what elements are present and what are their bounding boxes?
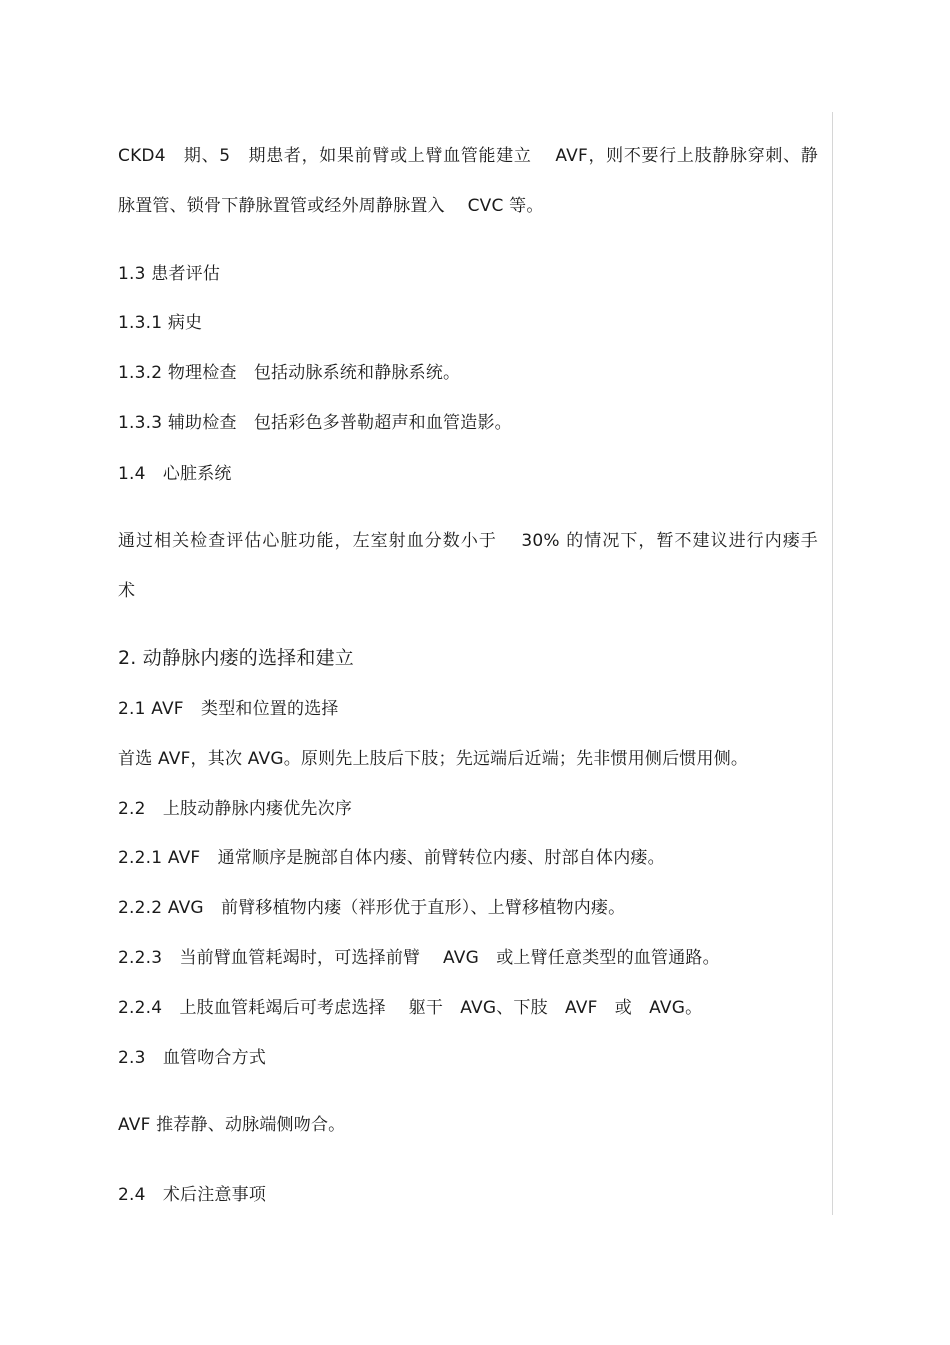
section-item-2-2-2: 2.2.2 AVG 前臂移植物内瘘（袢形优于直形）、上臂移植物内瘘。 xyxy=(118,898,626,918)
section-heading-1-3-1: 1.3.1 病史 xyxy=(118,313,203,333)
section-item-2-2-4: 2.2.4 上肢血管耗竭后可考虑选择 躯干 AVG、下肢 AVF 或 AVG。 xyxy=(118,998,703,1018)
section-heading-2-3: 2.3 血管吻合方式 xyxy=(118,1048,267,1068)
paragraph-ckd-line-2: 脉置管、锁骨下静脉置管或经外周静脉置入 CVC 等。 xyxy=(118,196,544,216)
section-item-2-2-1: 2.2.1 AVF 通常顺序是腕部自体内瘘、前臂转位内瘘、肘部自体内瘘。 xyxy=(118,848,665,868)
section-heading-2-4: 2.4 术后注意事项 xyxy=(118,1185,267,1205)
page-margin-rule xyxy=(832,112,833,1215)
section-item-2-2-3: 2.2.3 当前臂血管耗竭时，可选择前臂 AVG 或上臂任意类型的血管通路。 xyxy=(118,948,720,968)
section-heading-1-4: 1.4 心脏系统 xyxy=(118,464,232,484)
section-heading-1-3: 1.3 患者评估 xyxy=(118,264,221,284)
paragraph-cardiac-line-1: 通过相关检查评估心脏功能，左室射血分数小于 30% 的情况下，暂不建议进行内瘘手 xyxy=(118,531,818,551)
paragraph-cardiac-line-2: 术 xyxy=(118,581,136,601)
section-heading-2: 2. 动静脉内瘘的选择和建立 xyxy=(118,647,354,669)
section-item-1-3-3: 1.3.3 辅助检查 包括彩色多普勒超声和血管造影。 xyxy=(118,413,512,433)
paragraph-anastomosis: AVF 推荐静、动脉端侧吻合。 xyxy=(118,1115,346,1135)
section-heading-2-2: 2.2 上肢动静脉内瘘优先次序 xyxy=(118,799,353,819)
paragraph-preference: 首选 AVF，其次 AVG。原则先上肢后下肢；先远端后近端；先非惯用侧后惯用侧。 xyxy=(118,749,749,769)
section-heading-2-1: 2.1 AVF 类型和位置的选择 xyxy=(118,699,339,719)
paragraph-ckd-line-1: CKD4 期、5 期患者，如果前臂或上臂血管能建立 AVF，则不要行上肢静脉穿刺、静 xyxy=(118,146,818,166)
section-item-1-3-2: 1.3.2 物理检查 包括动脉系统和静脉系统。 xyxy=(118,363,461,383)
